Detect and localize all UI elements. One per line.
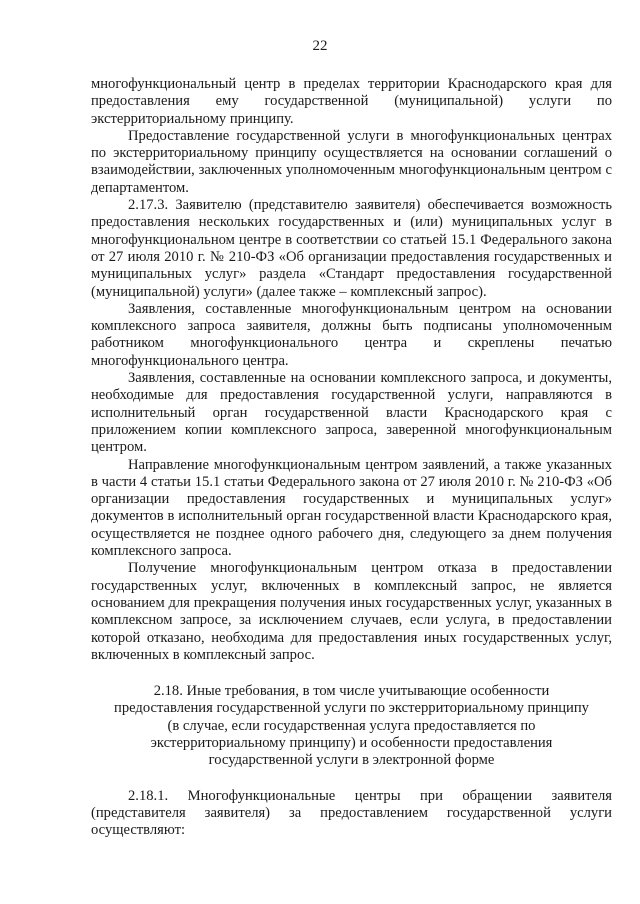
heading-line: государственной услуги в электронной форме [208, 752, 495, 769]
page-number: 22 [312, 38, 328, 54]
paragraph-extraterritorial: Предоставление государственной услуги в многофункциональных центрах по экстерриториальному принципу осуществляется на основании соглашений о взаимодействии, заключенных уполномоченным многофункциональным центром с департаментом. [91, 127, 612, 196]
heading-line: (в случае, если государственная услуга предоставляется по [167, 717, 536, 734]
heading-line: 2.18. Иные требования, в том числе учитывающие особенности [153, 683, 550, 700]
heading-line: предоставления государственной услуги по экстерриториальному принципу [114, 700, 589, 717]
paragraph-direction: Направление многофункциональным центром заявлений, а также указанных в части 4 статьи 15.1 статьи Федерального закона от 27 июля 2010 г. № 210-ФЗ «Об организации предоставления государственных и муниципальных услуг» документов в исполнительный орган государственной власти Краснодарского края, осуществляется не позднее одного рабочего дня, следующего за днем получения комплексного запроса. [91, 456, 612, 560]
section-heading-2-18 [91, 683, 612, 769]
paragraph-refusal: Получение многофункциональным центром отказа в предоставлении государственных услуг, включенных в комплексный запрос, не является основанием для прекращения получения иных государственных услуг, указанных в комплексном запросе, за исключением случаев, если услуга, в предоставлении которой отказано, необходима для предоставления иных государственных услуг, включенных в комплексный запрос. [91, 560, 612, 663]
paragraph-2-18-1: 2.18.1. Многофункциональные центры при обращении заявителя (представителя заявителя) за предоставлением государственной услуги осуществляют: [91, 787, 612, 839]
paragraph-applications-signed: Заявления, составленные многофункциональным центром на основании комплексного запроса заявителя, должны быть подписаны уполномоченным работником многофункционального центра и скреплены печатью многофункционального центра. [91, 300, 612, 369]
paragraph-continuation: многофункциональный центр в пределах территории Краснодарского края для предоставления ему государственной (муниципальной) услуги по экстерриториальному принципу. [91, 76, 612, 127]
heading-line: экстерриториальному принципу) и особенности предоставления [150, 734, 553, 751]
document-body [91, 76, 612, 839]
paragraph-2-17-3: 2.17.3. Заявителю (представителю заявителя) обеспечивается возможность предоставления нескольких государственных и (или) муниципальных услуг в многофункциональном центре в соответствии со статьей 15.1 Федерального закона от 27 июля 2010 г. № 210-ФЗ «Об организации предоставления государственных и муниципальных услуг» раздела «Стандарт предоставления государственной (муниципальной) услуги» (далее также – комплексный запрос). [91, 197, 612, 300]
paragraph-applications-sent: Заявления, составленные на основании комплексного запроса, и документы, необходимые для предоставления государственной услуги, направляются в исполнительный орган государственной власти Краснодарского края с приложением копии комплексного запроса, заверенной многофункциональным центром. [91, 370, 612, 456]
